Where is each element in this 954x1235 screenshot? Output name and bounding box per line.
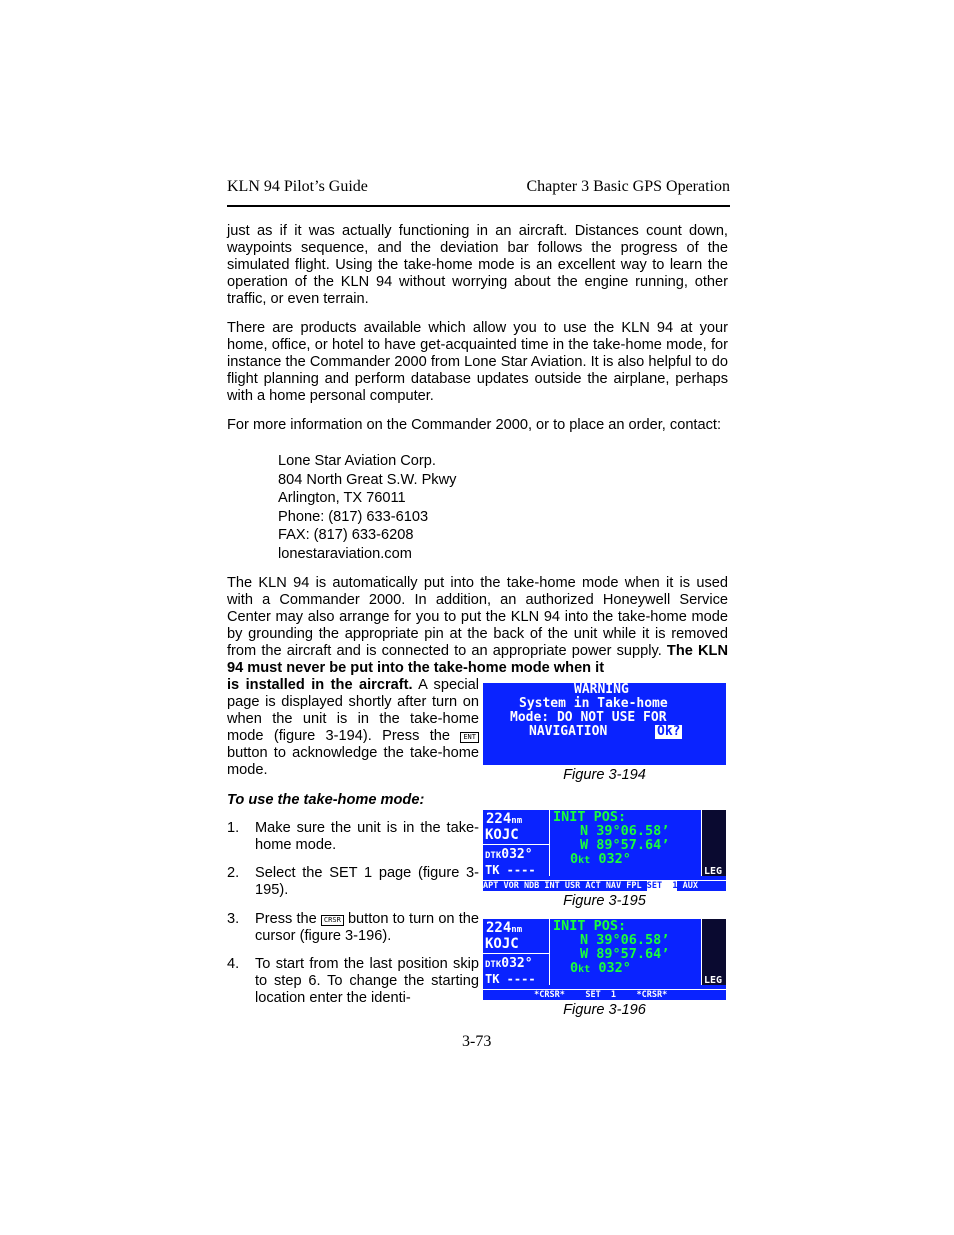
distance-readout: 224nm bbox=[486, 811, 523, 827]
figure-caption: Figure 3-195 bbox=[563, 893, 646, 909]
step-item bbox=[227, 820, 479, 854]
paragraph-1: just as if it was actually functioning in an aircraft. Distances count down, waypoints sequence, and the deviation bar follows the progress of the simulated flight. Using the take-home mode is an excellent way to learn the operation of the KLN 94 without worrying about the engine running, other traffic, or even terrain. bbox=[227, 223, 728, 307]
init-pos-pane bbox=[553, 919, 699, 985]
step-text bbox=[255, 911, 479, 945]
init-pos-title: INIT POS: bbox=[553, 919, 627, 934]
section-heading: To use the take-home mode: bbox=[227, 792, 425, 808]
waypoint-ident: KOJC bbox=[485, 936, 519, 952]
step-item bbox=[227, 956, 479, 1007]
waypoint-ident: KOJC bbox=[485, 827, 519, 843]
step-text-part: button to turn on the cursor (figure 3-196). bbox=[255, 911, 480, 944]
page-bar: *CRSR* SET 1 *CRSR* bbox=[483, 989, 726, 1000]
longitude: W 89°57.64’ bbox=[580, 946, 670, 962]
warning-line: System in Take-home bbox=[519, 696, 668, 711]
page-bar: APT VOR NDB INT USR ACT NAV FPL SET 1 AUX bbox=[483, 880, 726, 891]
page-header bbox=[227, 175, 730, 207]
tk-readout: TK ---- bbox=[485, 972, 536, 986]
dtk-readout: DTK032° bbox=[485, 847, 533, 862]
set1-cursor-screen bbox=[483, 919, 726, 1000]
step-number: 3. bbox=[227, 911, 240, 927]
page-number: 3-73 bbox=[462, 1033, 492, 1050]
address-line: Lone Star Aviation Corp. bbox=[278, 453, 436, 469]
address-phone: Phone: (817) 633-6103 bbox=[278, 508, 429, 525]
ent-key-icon: ENT bbox=[460, 732, 479, 743]
address-line: 804 North Great S.W. Pkwy bbox=[278, 471, 457, 488]
figure-caption: Figure 3-194 bbox=[563, 767, 646, 783]
paragraph-4-tail: A special page is displayed shortly after turn on when the unit is in the take-home mode (figure 3-194). Press the bbox=[227, 677, 479, 744]
divider bbox=[483, 953, 549, 954]
address-block bbox=[278, 452, 456, 564]
step-text: Make sure the unit is in the take-home mode. bbox=[255, 820, 479, 853]
longitude: W 89°57.64’ bbox=[580, 837, 670, 853]
paragraph-4-continued bbox=[227, 677, 479, 779]
warning-title: WARNING bbox=[574, 683, 629, 697]
distance-readout: 224nm bbox=[486, 920, 523, 936]
warning-line: NAVIGATION bbox=[529, 724, 608, 739]
init-pos-pane bbox=[553, 810, 699, 876]
ok-prompt: Ok? bbox=[657, 724, 681, 739]
step-item bbox=[227, 911, 479, 945]
speed-track: 0kt 032° bbox=[570, 851, 631, 867]
address-line: Arlington, TX 76011 bbox=[278, 490, 406, 507]
figure-caption: Figure 3-196 bbox=[563, 1002, 646, 1018]
step-text: To start from the last position skip to step 6. To change the starting location enter the identi- bbox=[255, 956, 479, 1006]
warning-screen bbox=[483, 683, 726, 765]
speed-track: 0kt 032° bbox=[570, 960, 631, 976]
divider bbox=[483, 844, 549, 845]
tk-readout: TK ---- bbox=[485, 863, 536, 877]
step-item bbox=[227, 865, 479, 899]
init-pos-title: INIT POS: bbox=[553, 810, 627, 825]
leg-indicator: LEG bbox=[704, 866, 723, 877]
leg-indicator: LEG bbox=[704, 975, 723, 986]
paragraph-4 bbox=[227, 575, 728, 677]
crsr-key-icon: CRSR bbox=[321, 915, 344, 926]
paragraph-3: For more information on the Commander 2000, or to place an order, contact: bbox=[227, 417, 722, 433]
dtk-readout: DTK032° bbox=[485, 956, 533, 971]
paragraph-4-warning-end: is installed in the aircraft. bbox=[227, 677, 413, 693]
latitude: N 39°06.58’ bbox=[580, 823, 670, 839]
set1-screen bbox=[483, 810, 726, 891]
latitude: N 39°06.58’ bbox=[580, 932, 670, 948]
address-website: lonestaraviation.com bbox=[278, 545, 412, 562]
paragraph-4-warning: The KLN 94 must never be put into the take-home mode when it bbox=[227, 643, 728, 676]
paragraph-4-text: The KLN 94 is automatically put into the take-home mode when it is used with a Commander 2000. In addition, an authorized Honeywell Service Center may also arrange for you to put the KLN 94 into the take-home mode by grounding the appropriate pin at the back of the unit while it is removed from the aircraft and is connected to an appropriate power supply. bbox=[227, 575, 728, 659]
header-chapter-title: Chapter 3 Basic GPS Operation bbox=[526, 178, 730, 195]
paragraph-4-tail-end: button to acknowledge the take-home mode. bbox=[227, 745, 479, 778]
step-number: 2. bbox=[227, 865, 240, 881]
header-guide-title: KLN 94 Pilot’s Guide bbox=[227, 178, 368, 195]
warning-line: Mode: DO NOT USE FOR bbox=[510, 710, 667, 725]
active-page-set1: SET 1 bbox=[646, 881, 678, 891]
step-number: 1. bbox=[227, 820, 240, 836]
address-fax: FAX: (817) 633-6208 bbox=[278, 527, 414, 544]
step-text-part: Press the bbox=[255, 911, 321, 927]
paragraph-2: There are products available which allow you to use the KLN 94 at your home, office, or hotel to have get-acquainted time in the take-home mode, for instance the Commander 2000 from Lone Star Aviation. It is also helpful to do flight planning and perform database updates outside the airplane, perhaps with a home personal computer. bbox=[227, 320, 728, 404]
step-number: 4. bbox=[227, 956, 240, 972]
step-text: Select the SET 1 page (figure 3-195). bbox=[255, 865, 479, 898]
